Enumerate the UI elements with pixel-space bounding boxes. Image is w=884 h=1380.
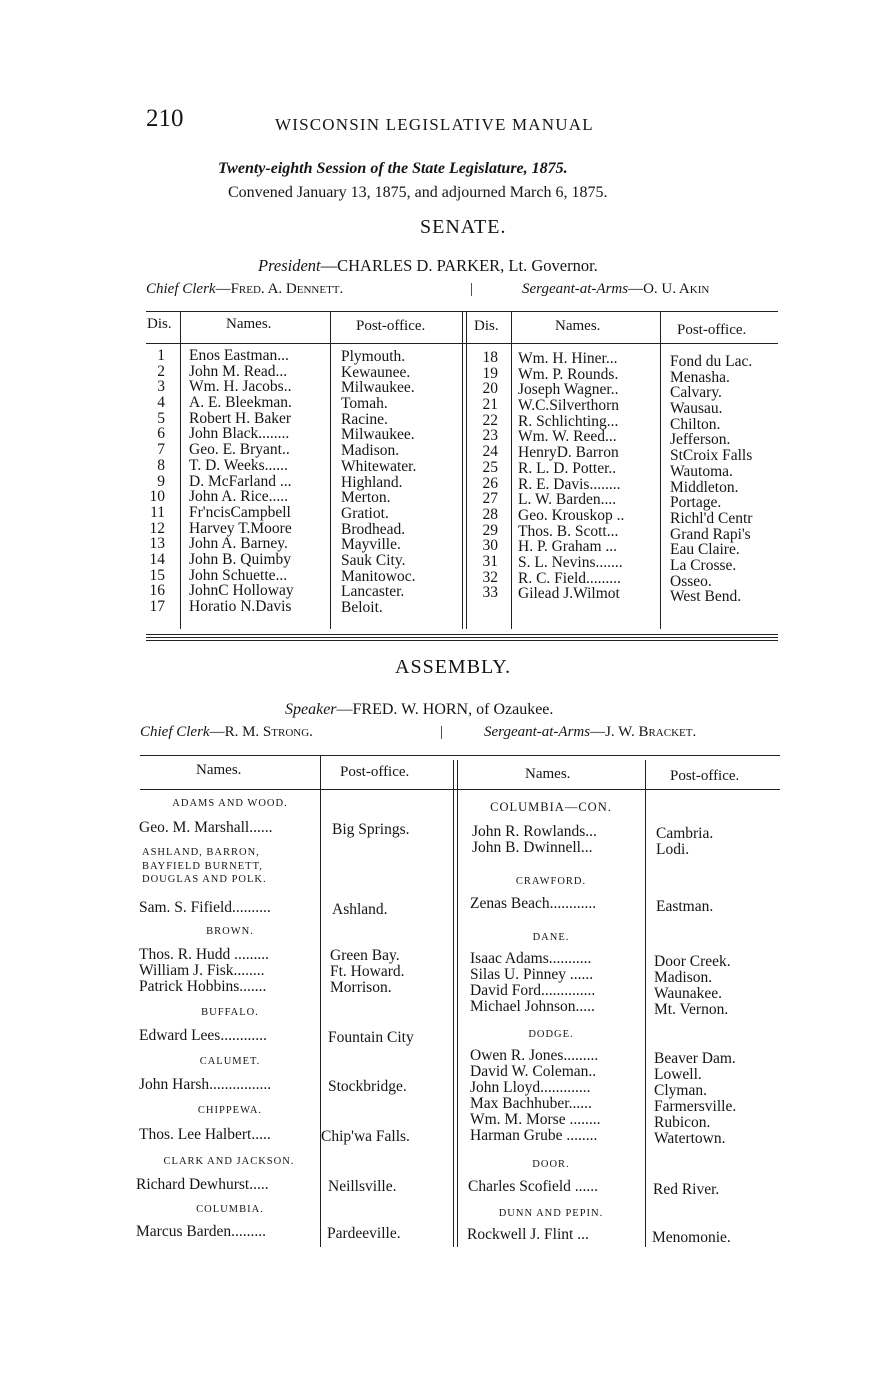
senator-post-office: Chilton.	[670, 415, 721, 433]
senator-post-office: Racine.	[341, 410, 388, 428]
senator-name: Wm. P. Rounds.	[518, 365, 619, 383]
member-name: John R. Rowlands...	[472, 823, 597, 840]
district-number: 20	[482, 380, 498, 398]
assembly-header-post-left: Post-office.	[340, 764, 410, 780]
member-post: Green Bay.	[330, 947, 400, 964]
senator-post-office: Whitewater.	[341, 457, 417, 475]
senate-left-names-column	[189, 348, 294, 615]
member-post: Beaver Dam.	[654, 1050, 736, 1067]
senator-name: John Schuette...	[189, 566, 288, 584]
assembly-header-names-right: Names.	[525, 766, 571, 782]
district-number: 14	[149, 550, 165, 568]
senator-post-office: Brodhead.	[341, 520, 406, 538]
member-post: Menomonie.	[652, 1229, 731, 1246]
assembly-header-names-left: Names.	[196, 762, 242, 778]
senator-post-office: Wausau.	[670, 400, 723, 418]
member-name: Sam. S. Fifield..........	[139, 899, 271, 916]
senator-post-office: Richl'd Centr	[670, 509, 753, 527]
district-number: 24	[482, 443, 498, 461]
district-number: 33	[482, 584, 498, 602]
district-number: 26	[482, 474, 498, 492]
senator-post-office: Portage.	[670, 494, 722, 512]
speaker-value: —FRED. W. HORN, of Ozaukee.	[336, 701, 554, 718]
county-heading: DOOR.	[532, 1159, 570, 1170]
member-name: Isaac Adams...........	[470, 950, 592, 967]
senator-post-office: La Crosse.	[670, 556, 737, 574]
member-post: Door Creek.	[654, 953, 731, 970]
district-number: 15	[149, 566, 165, 584]
county-heading: DUNN AND PEPIN.	[498, 1208, 604, 1219]
senate-left-district-column	[143, 348, 165, 615]
senator-name: H. P. Graham ...	[518, 538, 618, 556]
member-name: John Lloyd.............	[470, 1079, 591, 1096]
member-name: Rockwell J. Flint ...	[467, 1226, 589, 1243]
member-name: Michael Johnson.....	[470, 998, 595, 1015]
senator-name: R. C. Field.........	[518, 569, 621, 587]
member-name: Owen R. Jones.........	[470, 1047, 599, 1064]
district-number: 25	[482, 458, 498, 476]
member-name: Patrick Hobbins.......	[139, 978, 267, 995]
senator-name: Geo. E. Bryant..	[189, 441, 290, 459]
senator-post-office: West Bend.	[670, 588, 742, 606]
district-number: 23	[482, 427, 498, 445]
senator-name: Wm. H. Hiner...	[518, 350, 618, 367]
senator-name: R. E. Davis........	[518, 475, 621, 493]
member-post: Farmersville.	[654, 1098, 737, 1115]
senate-clerk-label: Chief Clerk	[146, 281, 216, 297]
member-post: Clyman.	[654, 1082, 707, 1099]
member-post: Eastman.	[656, 898, 714, 915]
district-number: 16	[149, 582, 165, 600]
senate-header-names-left: Names.	[226, 316, 272, 332]
county-heading: CRAWFORD.	[515, 876, 587, 887]
senator-post-office: Tomah.	[341, 395, 388, 413]
senator-post-office: Menasha.	[670, 368, 730, 386]
senate-sergeant-value: —O. U. Akin	[628, 281, 710, 297]
assembly-officers	[140, 724, 785, 744]
senator-name: Harvey T.Moore	[189, 519, 292, 537]
senator-name: Horatio N.Davis	[189, 598, 292, 615]
senate-sergeant-label: Sergeant-at-Arms	[522, 281, 629, 297]
district-number: 6	[157, 425, 165, 443]
senator-name: Enos Eastman...	[189, 347, 289, 364]
member-name: Thos. Lee Halbert.....	[139, 1126, 271, 1143]
senator-post-office: Kewaunee.	[341, 363, 411, 381]
senator-post-office: Gratiot.	[341, 504, 389, 522]
county-heading: COLUMBIA.	[196, 1204, 264, 1215]
district-number: 3	[157, 378, 165, 396]
district-number: 32	[482, 568, 498, 586]
senator-post-office: StCroix Falls	[670, 447, 753, 465]
district-number: 19	[482, 364, 498, 382]
senator-post-office: Plymouth.	[341, 348, 406, 365]
senate-header-dis-left: Dis.	[147, 316, 172, 332]
district-number: 2	[157, 362, 165, 380]
member-post: Rubicon.	[654, 1114, 711, 1131]
district-number: 7	[157, 441, 165, 459]
district-number: 31	[482, 552, 498, 570]
member-post: Chip'wa Falls.	[321, 1128, 410, 1145]
senator-name: Wm. W. Reed...	[518, 428, 617, 446]
district-number: 8	[157, 456, 165, 474]
member-name: David Ford..............	[470, 982, 596, 999]
senator-post-office: Merton.	[341, 489, 391, 507]
member-post: Pardeeville.	[327, 1225, 401, 1242]
senator-name: John B. Quimby	[189, 550, 292, 568]
senator-post-office: Mayville.	[341, 536, 401, 554]
president-label: President	[258, 256, 321, 275]
senator-post-office: Grand Rapi's	[670, 525, 751, 543]
member-name: Edward Lees............	[139, 1027, 267, 1044]
member-name: Harman Grube ........	[470, 1127, 598, 1144]
senator-name: John M. Read...	[189, 362, 288, 380]
member-post: Big Springs.	[332, 821, 410, 838]
senate-president	[258, 256, 598, 276]
senator-post-office: Jefferson.	[670, 431, 731, 449]
member-post: Stockbridge.	[328, 1078, 407, 1095]
member-post: Lowell.	[654, 1066, 702, 1083]
county-heading: COLUMBIA—CON.	[490, 800, 612, 814]
senate-officers	[146, 281, 786, 301]
member-name: John Harsh................	[139, 1076, 272, 1093]
senator-name: Gilead J.Wilmot	[518, 585, 620, 603]
senator-name: John Black........	[189, 425, 290, 443]
member-post: Lodi.	[656, 841, 690, 858]
senator-name: Wm. H. Jacobs..	[189, 378, 292, 396]
senate-right-district-column	[476, 350, 498, 601]
senator-post-office: Wautoma.	[670, 462, 733, 480]
senator-post-office: Madison.	[341, 442, 400, 460]
senator-name: S. L. Nevins.......	[518, 553, 623, 571]
member-post: Waunakee.	[654, 985, 723, 1002]
member-post: Fountain City	[328, 1029, 414, 1046]
senator-name: HenryD. Barron	[518, 444, 619, 462]
senator-name: John A. Rice.....	[189, 488, 289, 506]
district-number: 5	[157, 409, 165, 427]
senator-name: L. W. Barden....	[518, 491, 617, 509]
district-number: 27	[482, 490, 498, 508]
assembly-clerk-value: —R. M. Strong.	[209, 724, 313, 740]
member-name: Geo. M. Marshall......	[139, 819, 273, 836]
senator-post-office: Middleton.	[670, 478, 739, 496]
assembly-header-post-right: Post-office.	[670, 768, 740, 784]
senator-name: T. D. Weeks......	[189, 456, 288, 474]
district-number: 1	[157, 347, 165, 364]
county-heading: CHIPPEWA.	[197, 1105, 263, 1116]
member-name: Thos. R. Hudd .........	[139, 946, 270, 963]
senate-header-post-left: Post-office.	[356, 318, 426, 334]
senator-post-office: Sauk City.	[341, 551, 406, 569]
member-post: Ft. Howard.	[330, 963, 405, 980]
senate-clerk-value: —Fred. A. Dennett.	[215, 281, 344, 297]
senator-name: D. McFarland ...	[189, 472, 292, 490]
member-post: Morrison.	[330, 979, 392, 996]
senator-post-office: Fond du Lac.	[670, 353, 753, 370]
assembly-sergeant-value: —J. W. Bracket.	[590, 724, 697, 740]
member-name: Zenas Beach............	[470, 895, 597, 912]
county-heading: DANE.	[532, 932, 570, 943]
member-name: Richard Dewhurst.....	[136, 1176, 269, 1193]
district-number: 4	[157, 394, 165, 412]
senator-name: Geo. Krouskop ..	[518, 506, 625, 524]
senator-name: John A. Barney.	[189, 535, 288, 553]
district-number: 29	[482, 521, 498, 539]
district-number: 12	[149, 519, 165, 537]
assembly-sergeant-label: Sergeant-at-Arms	[484, 724, 591, 740]
senator-post-office: Milwaukee.	[341, 379, 415, 397]
senator-name: R. Schlichting...	[518, 412, 619, 430]
district-number: 10	[149, 488, 165, 506]
assembly-speaker	[285, 701, 553, 719]
member-name: Marcus Barden.........	[136, 1223, 266, 1240]
senator-name: Thos. B. Scott...	[518, 522, 619, 540]
senator-post-office: Eau Claire.	[670, 541, 740, 559]
county-heading: CALUMET.	[199, 1056, 261, 1067]
member-post: Neillsville.	[328, 1178, 397, 1195]
senate-right-posts-column	[670, 354, 752, 605]
member-post: Mt. Vernon.	[654, 1001, 729, 1018]
senate-officer-separator: |	[470, 281, 474, 297]
page-number: 210	[146, 105, 184, 132]
district-number: 13	[149, 535, 165, 553]
district-number: 11	[150, 503, 165, 521]
senate-header-post-right: Post-office.	[677, 322, 747, 338]
district-number: 30	[482, 537, 498, 555]
district-number: 18	[482, 349, 498, 366]
senator-post-office: Manitowoc.	[341, 567, 416, 585]
senator-name: Robert H. Baker	[189, 409, 292, 427]
senate-header-dis-right: Dis.	[474, 318, 499, 334]
county-heading: DODGE.	[528, 1029, 574, 1040]
county-heading: BROWN.	[206, 926, 254, 937]
district-number: 22	[482, 411, 498, 429]
convened-line: Convened January 13, 1875, and adjourned March 6, 1875.	[228, 184, 608, 201]
senate-right-names-column	[518, 351, 624, 602]
member-name: Silas U. Pinney ......	[470, 966, 594, 983]
member-post: Cambria.	[656, 825, 714, 842]
senator-name: W.C.Silverthorn	[518, 397, 620, 415]
assembly-clerk-label: Chief Clerk	[140, 724, 210, 740]
senator-post-office: Calvary.	[670, 384, 722, 402]
member-post: Madison.	[654, 969, 713, 986]
district-number: 28	[482, 505, 498, 523]
senator-name: R. L. D. Potter..	[518, 459, 617, 477]
member-post: Red River.	[653, 1181, 720, 1198]
member-name: John B. Dwinnell...	[472, 839, 593, 856]
senator-post-office: Osseo.	[670, 572, 712, 590]
senator-name: JohnC Holloway	[189, 582, 294, 600]
member-name: Wm. M. Morse ........	[470, 1111, 601, 1128]
speaker-label: Speaker	[285, 701, 337, 718]
district-number: 9	[157, 472, 165, 490]
member-name: Charles Scofield ......	[468, 1178, 599, 1195]
senator-post-office: Milwaukee.	[341, 426, 415, 444]
county-heading: ASHLAND, BARRON, BAYFIELD BURNETT, DOUGLAS AND POLK.	[142, 847, 267, 885]
running-head: WISCONSIN LEGISLATIVE MANUAL	[275, 115, 594, 134]
senate-left-posts-column	[341, 349, 416, 616]
district-number: 21	[482, 396, 498, 414]
senator-post-office: Beloit.	[341, 599, 383, 616]
county-heading: ADAMS AND WOOD.	[172, 798, 288, 809]
county-heading: CLARK AND JACKSON.	[163, 1156, 295, 1167]
assembly-heading: ASSEMBLY.	[395, 656, 512, 678]
member-name: Max Bachhuber......	[470, 1095, 592, 1112]
member-post: Ashland.	[332, 901, 388, 918]
member-name: David W. Coleman..	[470, 1063, 597, 1080]
member-name: William J. Fisk........	[139, 962, 265, 979]
session-title: Twenty-eighth Session of the State Legislature, 1875.	[218, 160, 568, 177]
district-number: 17	[149, 598, 165, 615]
senator-name: Joseph Wagner..	[518, 381, 619, 399]
senator-post-office: Highland.	[341, 473, 403, 491]
senate-header-names-right: Names.	[555, 318, 601, 334]
senator-post-office: Lancaster.	[341, 583, 405, 601]
senator-name: Fr'ncisCampbell	[189, 503, 291, 521]
president-value: —CHARLES D. PARKER, Lt. Governor.	[320, 256, 598, 275]
member-post: Watertown.	[654, 1130, 726, 1147]
assembly-officer-separator: |	[440, 724, 444, 740]
senator-name: A. E. Bleekman.	[189, 394, 292, 412]
senate-heading: SENATE.	[420, 216, 507, 238]
county-heading: BUFFALO.	[201, 1007, 259, 1018]
